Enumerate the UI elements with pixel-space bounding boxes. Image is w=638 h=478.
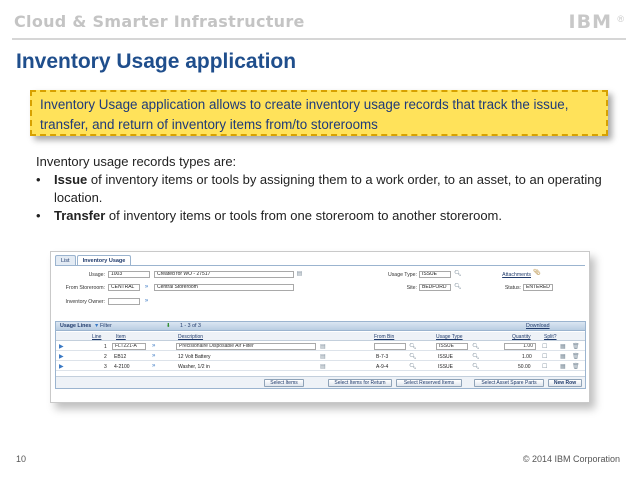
inventory-owner-label: Inventory Owner: xyxy=(65,299,105,305)
col-from-bin[interactable]: From Bin xyxy=(374,334,395,340)
lookup-icon[interactable]: 🔍︎ xyxy=(472,344,480,350)
split-checkbox[interactable]: ☐ xyxy=(542,354,548,360)
usage-label: Usage: xyxy=(88,272,105,278)
bullet: • xyxy=(36,172,41,187)
tab-list[interactable]: List xyxy=(55,255,76,265)
table-button-bar xyxy=(56,376,585,388)
lookup-icon[interactable]: 🔍︎ xyxy=(409,344,417,350)
row-item: EB12 xyxy=(114,354,127,360)
row-line: 2 xyxy=(104,354,107,360)
chevron-right-icon[interactable]: » xyxy=(152,363,156,369)
attachments-link[interactable]: Attachments xyxy=(502,272,531,278)
table-header xyxy=(56,332,585,341)
transfer-text: of inventory items or tools from one storeroom to another storeroom. xyxy=(105,208,502,223)
expand-arrow-icon[interactable]: ▶ xyxy=(59,344,64,350)
usage-field[interactable]: 1003 xyxy=(108,271,150,278)
table-title: Usage Lines xyxy=(60,323,92,329)
list-item xyxy=(36,207,616,225)
detail-menu-icon[interactable]: ▤ xyxy=(320,354,326,360)
download-arrow-icon[interactable]: ⬇ xyxy=(166,323,171,329)
detail-icon[interactable]: ▦ xyxy=(560,364,566,370)
split-checkbox[interactable]: ☐ xyxy=(542,364,548,370)
transfer-term: Transfer xyxy=(54,208,106,223)
attachments-icon[interactable]: 📎︎ xyxy=(533,270,541,276)
description xyxy=(36,153,616,225)
table-row[interactable] xyxy=(56,342,585,351)
row-quantity: 1.00 xyxy=(522,354,532,360)
chevron-right-icon[interactable]: » xyxy=(144,298,149,304)
lookup-icon[interactable]: 🔍︎ xyxy=(409,364,417,370)
list-item xyxy=(36,171,616,207)
row-quantity: 50.00 xyxy=(518,364,531,370)
row-line: 1 xyxy=(104,344,107,350)
row-description[interactable]: Precisionaire Disposable Air Filter xyxy=(176,343,316,350)
pager-text: 1 - 3 of 3 xyxy=(180,323,201,329)
header-divider xyxy=(12,38,626,40)
usage-types-list xyxy=(36,171,616,225)
issue-term: Issue xyxy=(54,172,88,187)
table-row[interactable] xyxy=(56,362,585,371)
ibm-logo: IBM xyxy=(568,11,612,33)
delete-icon[interactable]: 🗑︎ xyxy=(572,364,580,370)
select-asset-spare-parts-button[interactable]: Select Asset Spare Parts xyxy=(474,379,544,387)
row-description: 12 Volt Battery xyxy=(178,354,211,360)
col-item[interactable]: Item xyxy=(116,334,126,340)
site-field[interactable]: BEDFORD xyxy=(419,284,451,291)
lookup-icon[interactable]: 🔍︎ xyxy=(454,284,462,290)
storeroom-description-field[interactable]: Central Storeroom xyxy=(154,284,294,291)
select-items-button[interactable]: Select Items xyxy=(264,379,304,387)
delete-icon[interactable]: 🗑︎ xyxy=(572,344,580,350)
inventory-owner-field[interactable] xyxy=(108,298,140,305)
row-usage-type[interactable]: ISSUE xyxy=(436,343,468,350)
lookup-icon[interactable]: 🔍︎ xyxy=(409,354,417,360)
lookup-icon[interactable]: 🔍︎ xyxy=(472,354,480,360)
detail-icon[interactable]: ▦ xyxy=(560,344,566,350)
select-items-for-return-button[interactable]: Select Items for Return xyxy=(328,379,392,387)
from-storeroom-field[interactable]: CENTRAL xyxy=(108,284,140,291)
registered-mark: ® xyxy=(617,14,624,24)
row-from-bin: A-9-4 xyxy=(376,364,389,370)
expand-arrow-icon[interactable]: ▶ xyxy=(59,354,64,360)
callout-box: Inventory Usage application allows to create inventory usage records that track the issue, transfer, and return of inventory items from/to storerooms xyxy=(30,90,608,136)
bullet: • xyxy=(36,208,41,223)
detail-icon[interactable]: ▦ xyxy=(560,354,566,360)
description-intro: Inventory usage records types are: xyxy=(36,154,237,169)
usage-lines-table xyxy=(55,321,586,389)
issue-text: of inventory items or tools by assigning them to a work order, to an asset, to an operating location. xyxy=(54,172,602,205)
tab-divider xyxy=(55,265,585,266)
filter-icon[interactable]: ▼ xyxy=(94,323,100,329)
row-from-bin: B-7-3 xyxy=(376,354,389,360)
filter-button[interactable]: Filter xyxy=(100,323,112,329)
new-row-button[interactable]: New Row xyxy=(548,379,582,387)
row-item[interactable]: FLT221-A xyxy=(112,343,146,350)
detail-menu-icon[interactable]: ▤ xyxy=(320,364,326,370)
row-usage-type: ISSUE xyxy=(438,364,454,370)
table-toolbar xyxy=(56,322,585,331)
copyright: © 2014 IBM Corporation xyxy=(522,454,620,464)
download-link[interactable]: Download xyxy=(526,323,550,329)
from-storeroom-label: From Storeroom: xyxy=(65,285,105,291)
chevron-right-icon[interactable]: » xyxy=(152,343,156,349)
row-usage-type: ISSUE xyxy=(438,354,454,360)
usage-description-field[interactable]: Created for WO - 27517 xyxy=(154,271,294,278)
col-quantity[interactable]: Quantity xyxy=(512,334,531,340)
col-usage-type[interactable]: Usage Type xyxy=(436,334,463,340)
row-quantity[interactable]: 1.00 xyxy=(504,343,536,350)
row-item: 4-2100 xyxy=(114,364,130,370)
usage-type-label: Usage Type: xyxy=(387,272,417,278)
expand-arrow-icon[interactable]: ▶ xyxy=(59,364,64,370)
page-number: 10 xyxy=(16,454,27,464)
brand-text: Cloud & Smarter Infrastructure xyxy=(14,12,305,31)
detail-menu-icon[interactable]: ▤ xyxy=(320,344,326,350)
chevron-right-icon[interactable]: » xyxy=(144,284,149,290)
select-reserved-items-button[interactable]: Select Reserved Items xyxy=(396,379,462,387)
tab-bar xyxy=(55,255,132,265)
delete-icon[interactable]: 🗑︎ xyxy=(572,354,580,360)
site-label: Site: xyxy=(406,285,417,291)
table-row[interactable] xyxy=(56,352,585,361)
row-description: Washer, 1/2 in xyxy=(178,364,210,370)
tab-inventory-usage[interactable]: Inventory Usage xyxy=(77,255,132,265)
row-from-bin[interactable] xyxy=(374,343,406,350)
status-field: ENTERED xyxy=(523,284,553,291)
split-checkbox[interactable]: ☐ xyxy=(542,344,548,350)
app-screenshot xyxy=(50,251,590,403)
usage-type-field[interactable]: ISSUE xyxy=(419,271,451,278)
status-label: Status: xyxy=(504,285,521,291)
row-line: 3 xyxy=(104,364,107,370)
slide-header xyxy=(0,0,638,40)
col-split[interactable]: Split? xyxy=(544,334,557,340)
lookup-icon[interactable]: 🔍︎ xyxy=(472,364,480,370)
col-description[interactable]: Description xyxy=(178,334,204,340)
slide-title: Inventory Usage application xyxy=(16,50,297,73)
lookup-icon[interactable]: 🔍︎ xyxy=(454,271,462,277)
col-line[interactable]: Line xyxy=(92,334,102,340)
chevron-right-icon[interactable]: » xyxy=(152,353,156,359)
detail-menu-icon[interactable]: ▤ xyxy=(296,271,303,277)
